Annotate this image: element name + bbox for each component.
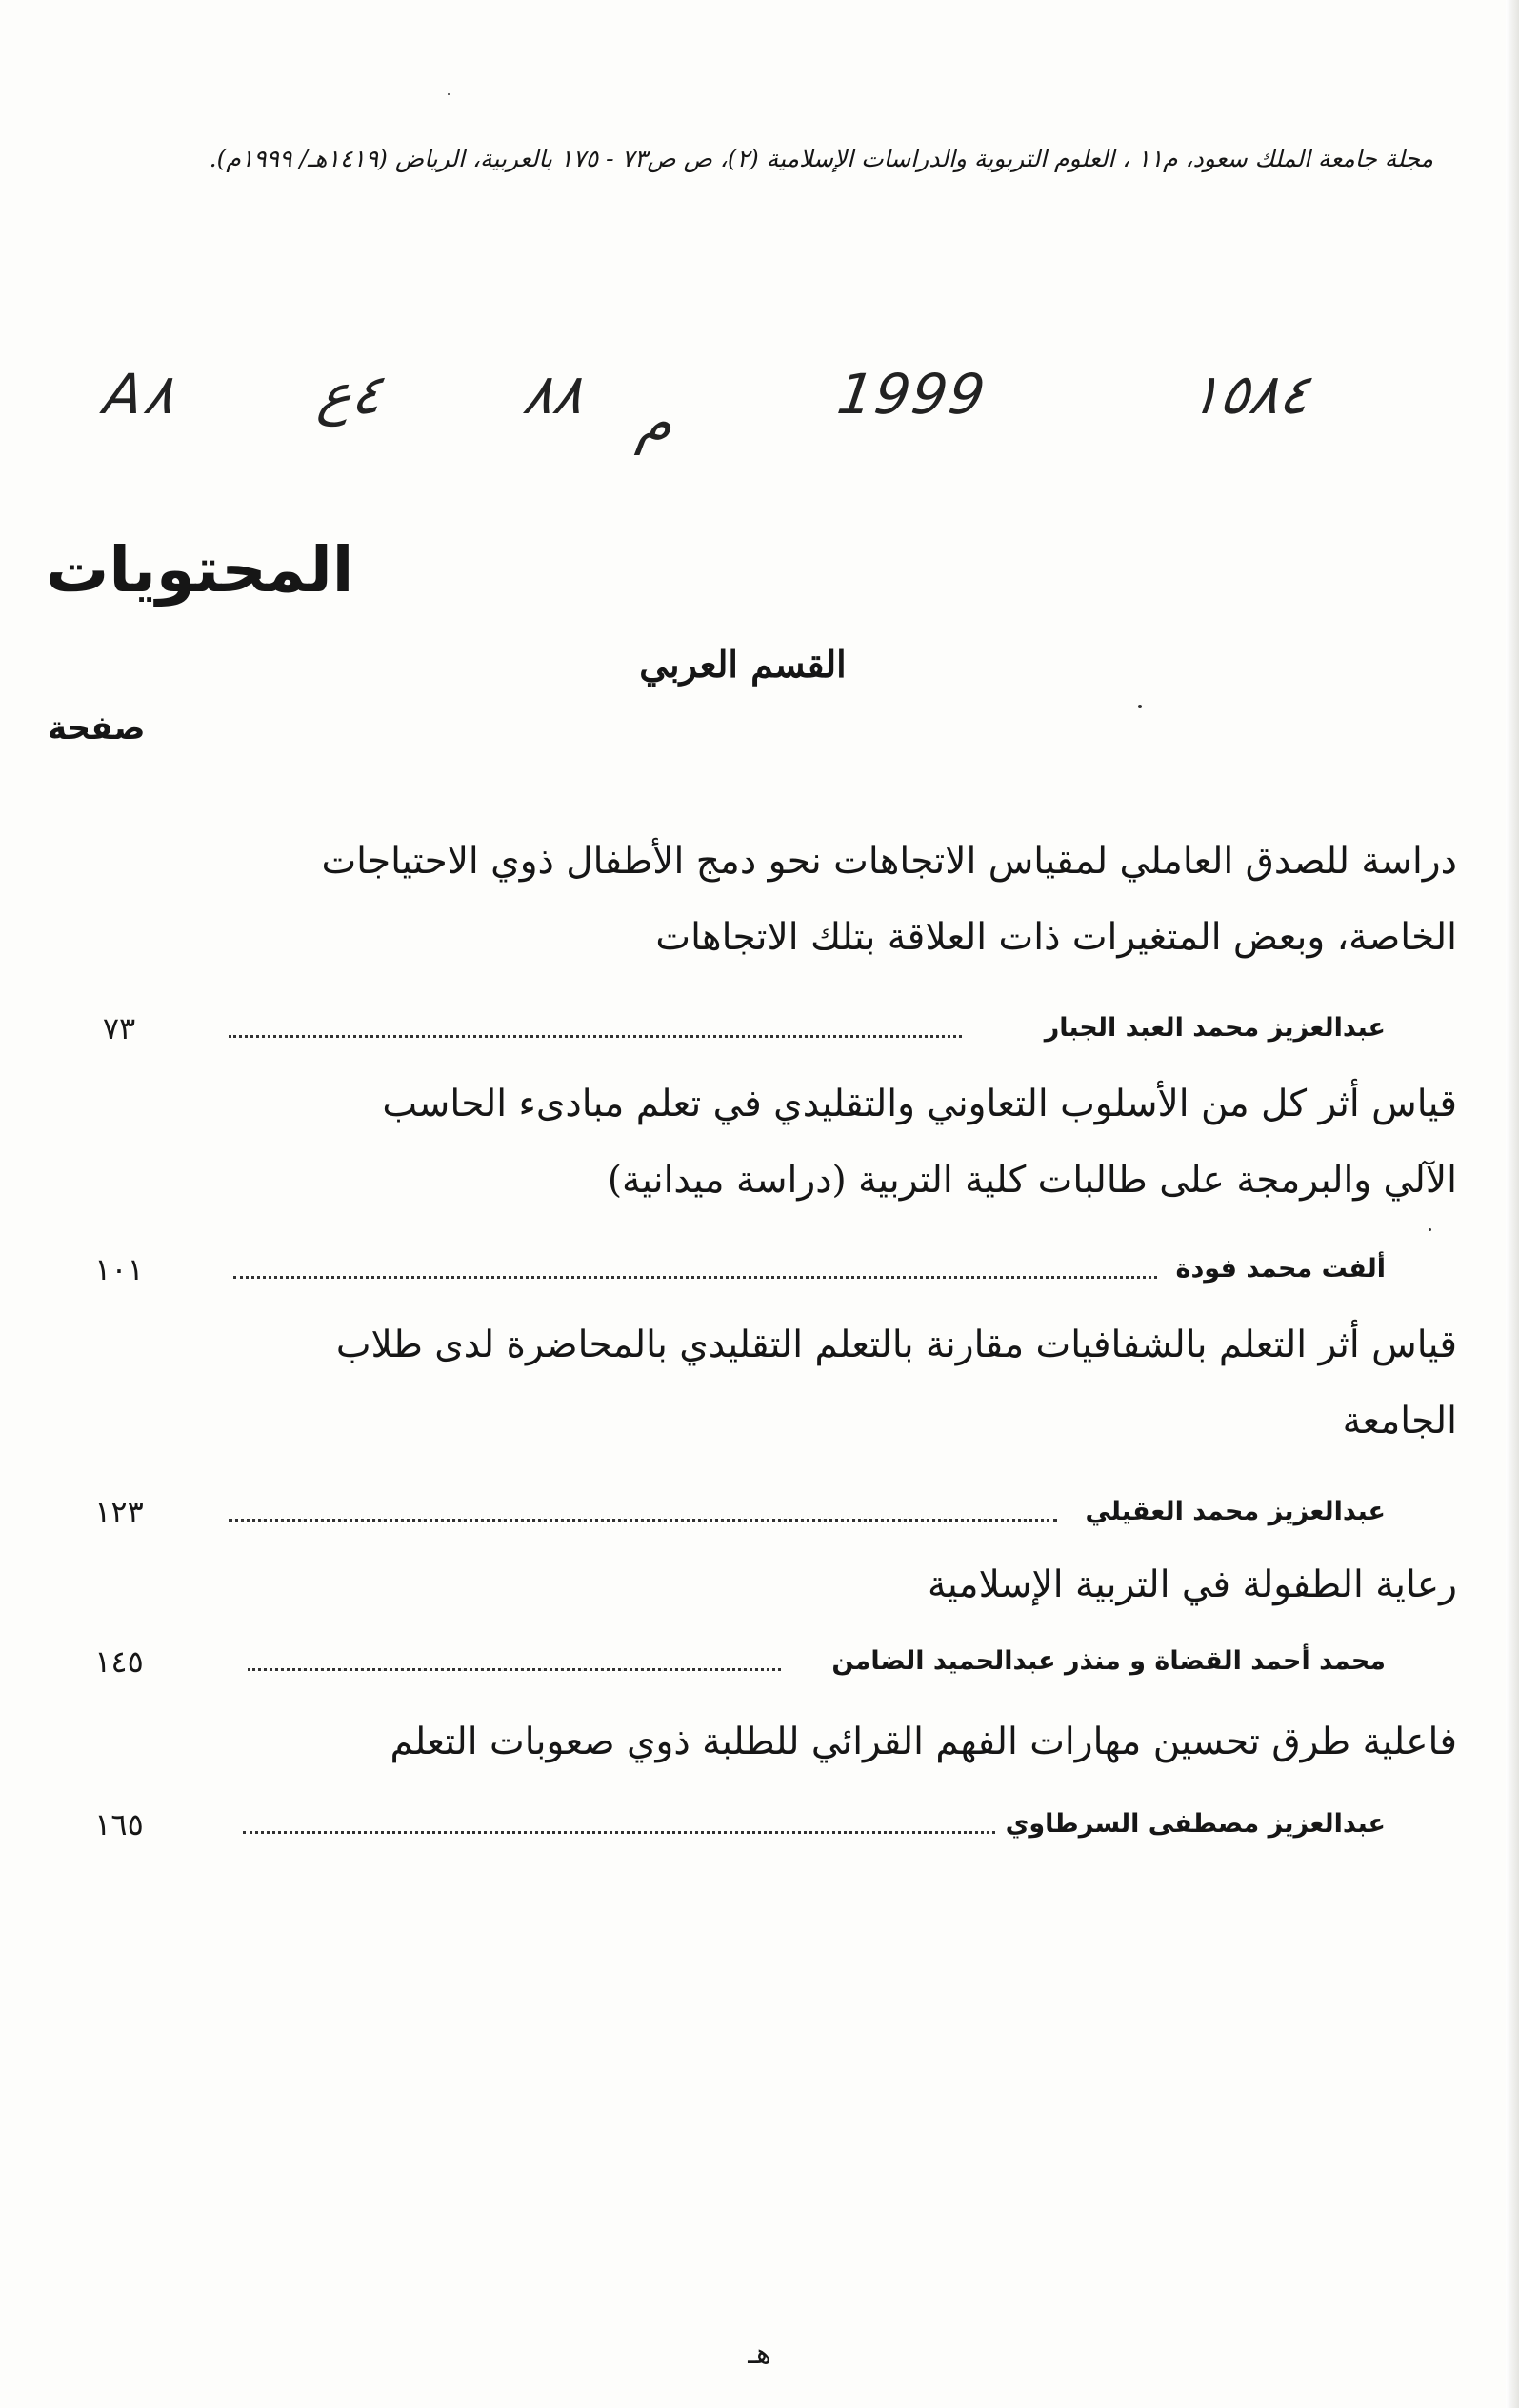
handwritten-mark: م [633, 390, 677, 455]
handwritten-mark: ٨٨ [519, 362, 589, 427]
section-heading: القسم العربي [639, 643, 847, 686]
handwritten-mark: 1999 [833, 362, 991, 427]
handwritten-mark: A٨ [100, 362, 179, 427]
toc-author-row[interactable] [76, 1802, 1386, 1846]
title-line: قياس أثر كل من الأسلوب التعاوني والتقليدي في تعلم مبادىء الحاسب [382, 1083, 1457, 1125]
author-name: عبدالعزيز مصطفى السرطاوي [1005, 1809, 1386, 1839]
page-number: ١٤٥ [94, 1643, 144, 1680]
toc-author-row[interactable] [76, 1006, 1386, 1050]
dot-leader [243, 1831, 995, 1834]
title-line: دراسة للصدق العاملي لمقياس الاتجاهات نحو دمج الأطفال ذوي الاحتياجات [321, 840, 1457, 883]
title-line: قياس أثر التعلم بالشفافيات مقارنة بالتعلم التقليدي بالمحاضرة لدى طلاب [335, 1323, 1457, 1366]
dot-leader [229, 1035, 962, 1038]
toc-entry-title[interactable] [219, 1704, 1457, 1781]
contents-heading: المحتويات [46, 533, 354, 607]
page-column-label: صفحة [48, 709, 146, 747]
scan-speck [1429, 1228, 1431, 1231]
toc-author-row[interactable] [76, 1490, 1386, 1534]
dot-leader [229, 1519, 1057, 1522]
toc-entry-title[interactable] [219, 1307, 1457, 1460]
title-line: فاعلية طرق تحسين مهارات الفهم القرائي للطلبة ذوي صعوبات التعلم [390, 1721, 1457, 1763]
page-number: ١٠١ [94, 1251, 144, 1287]
page-folio: هـ [748, 2338, 771, 2371]
scan-speck [1138, 705, 1142, 708]
page-number: ٧٣ [102, 1010, 136, 1046]
dot-leader [233, 1276, 1157, 1279]
toc-entry-title[interactable] [219, 1547, 1457, 1623]
title-line: رعاية الطفولة في التربية الإسلامية [928, 1563, 1457, 1606]
author-name: ألفت محمد فودة [1175, 1254, 1386, 1284]
dot-leader [248, 1668, 781, 1671]
title-line: الجامعة [1342, 1400, 1457, 1443]
toc-entry-title[interactable] [219, 824, 1457, 976]
author-name: محمد أحمد القضاة و منذر عبدالحميد الضامن [831, 1646, 1386, 1676]
handwritten-mark: ٤ع [314, 362, 387, 427]
title-line: الخاصة، وبعض المتغيرات ذات العلاقة بتلك الاتجاهات [655, 916, 1457, 959]
toc-author-row[interactable] [76, 1247, 1386, 1291]
author-name: عبدالعزيز محمد العقيلي [1085, 1497, 1386, 1526]
toc-author-row[interactable] [76, 1640, 1386, 1683]
page-number: ١٢٣ [94, 1494, 144, 1530]
scan-speck [448, 93, 450, 95]
title-line: الآلي والبرمجة على طالبات كلية التربية (دراسة ميدانية) [607, 1159, 1457, 1202]
toc-entry-title[interactable] [219, 1066, 1457, 1219]
journal-citation: مجلة جامعة الملك سعود، م١١ ، العلوم التربوية والدراسات الإسلامية (٢)، ص ص٧٣ - ١٧٥ بالعربية، الرياض (١٤١٩هـ/ ١٩٩٩م). [209, 145, 1433, 172]
handwritten-mark: ١٥٨٤ [1186, 362, 1314, 427]
page-number: ١٦٥ [94, 1806, 144, 1842]
author-name: عبدالعزيز محمد العبد الجبار [1044, 1013, 1386, 1043]
